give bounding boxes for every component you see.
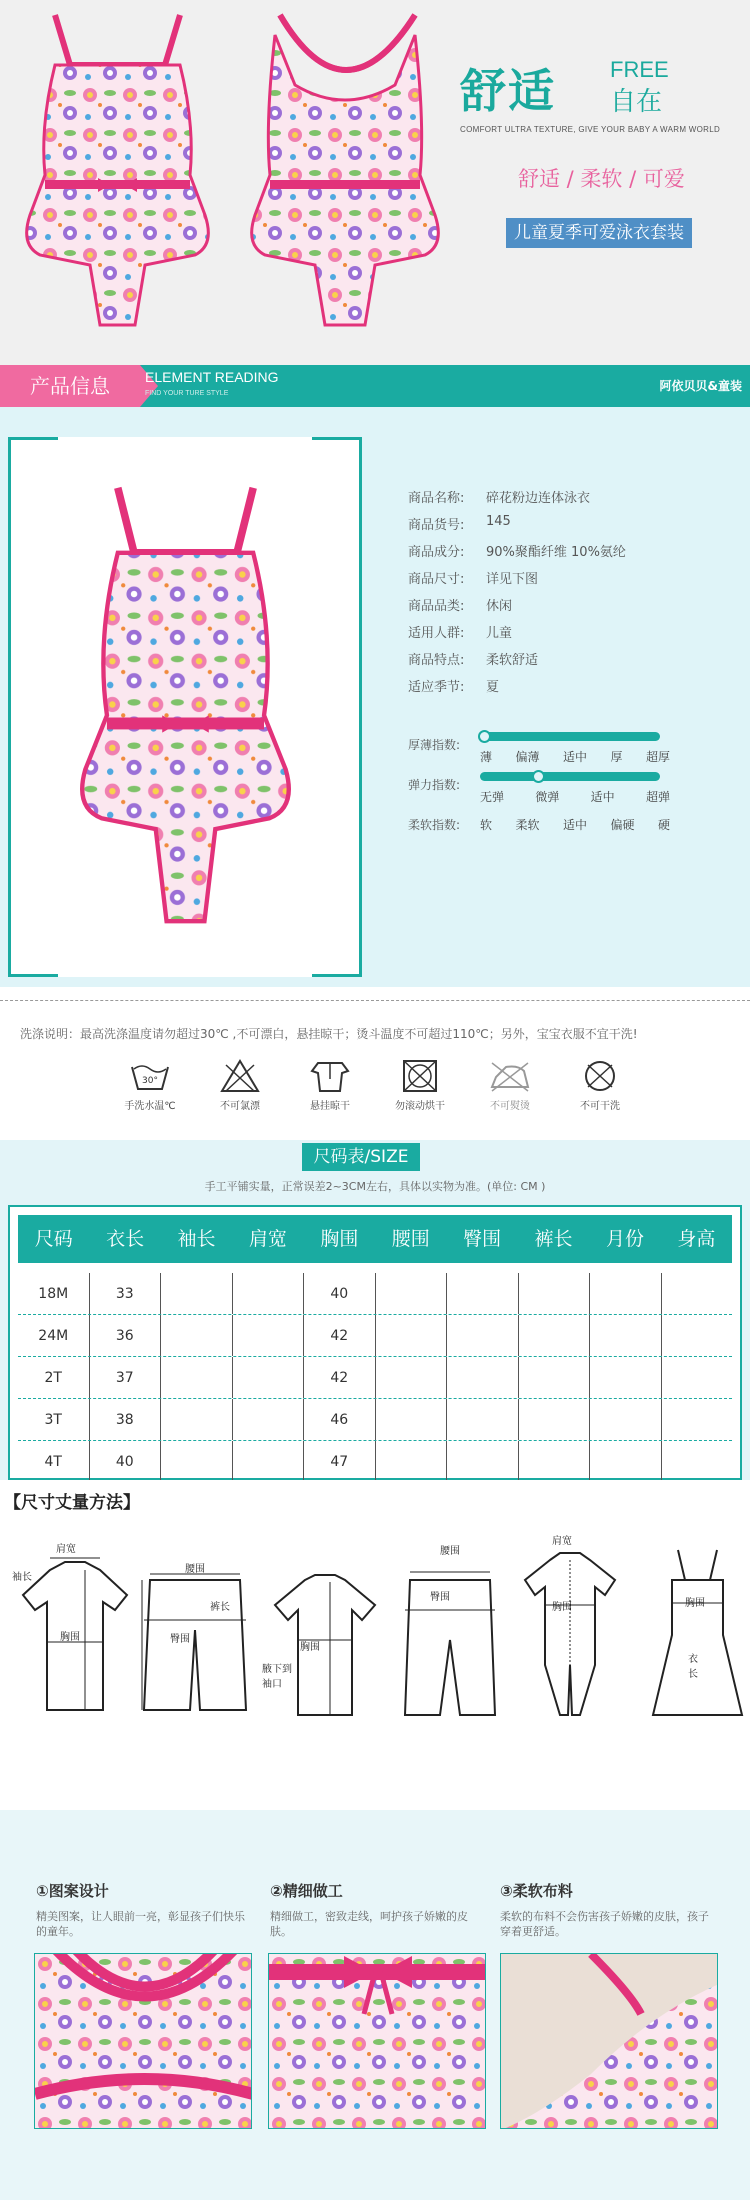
spec-row (408, 622, 708, 649)
craft-closeup-image (268, 1953, 486, 2129)
hang-dry-item (290, 1059, 370, 1112)
waist-label-2: 腰围 (440, 1546, 460, 1557)
hip-label-2: 臀围 (430, 1592, 450, 1603)
spec-key: 商品品类: (408, 599, 465, 614)
index-option: 硬 (657, 818, 670, 832)
feature-craft-desc: 精细做工，密致走线，呵护孩子娇嫩的皮肤。 (270, 1910, 468, 1938)
no-dry-clean-icon (580, 1059, 620, 1093)
size-cell: 40 (90, 1441, 162, 1482)
size-chart-title: 尺码表/SIZE (302, 1143, 420, 1171)
feature-section (0, 1810, 750, 2200)
no-tumble-dry-item (380, 1059, 460, 1112)
size-cell (662, 1441, 733, 1482)
hang-dry-label: 悬挂晾干 (310, 1101, 350, 1112)
spec-row (408, 649, 708, 676)
size-cell (662, 1273, 733, 1314)
no-dry-clean-item (560, 1059, 640, 1112)
size-cell (376, 1357, 448, 1398)
chest-label-2: 胸围 (300, 1642, 320, 1653)
index-option: 厚 (610, 750, 623, 764)
elasticity-index-label: 弹力指数: (408, 778, 461, 792)
sleeve-label: 袖长 (12, 1572, 32, 1583)
measurement-guide-title: 【尺寸丈量方法】 (4, 1493, 140, 1513)
no-bleach-icon (220, 1059, 260, 1093)
size-header-cell: 裤长 (534, 1228, 573, 1250)
index-option: 软 (480, 818, 493, 832)
size-cell (519, 1441, 591, 1482)
product-info-section (0, 407, 750, 987)
size-cell (590, 1273, 662, 1314)
spec-key: 商品成分: (408, 545, 465, 560)
size-cell (447, 1441, 519, 1482)
size-cell (233, 1441, 305, 1482)
size-table (8, 1205, 742, 1480)
element-reading-subtext: FIND YOUR TURE STYLE (145, 390, 229, 397)
spec-key: 适用人群: (408, 626, 465, 641)
romper-measure-diagram (520, 1545, 620, 1720)
size-cell: 33 (90, 1273, 162, 1314)
shoulder-label-2: 肩宽 (552, 1536, 572, 1547)
pattern-closeup-image (34, 1953, 252, 2129)
spec-key: 商品特点: (408, 653, 465, 668)
pants-measure-diagram (400, 1560, 500, 1720)
size-cell (447, 1315, 519, 1356)
element-reading-text: ELEMENT READING (145, 369, 279, 385)
hero-brand-logo (460, 55, 720, 135)
spec-value: 儿童 (486, 626, 513, 641)
hip-label: 臀围 (170, 1634, 190, 1645)
thickness-index (408, 732, 708, 762)
elasticity-index-options (480, 788, 670, 805)
brand-subtitle: COMFORT ULTRA TEXTURE, GIVE YOUR BABY A WARM WORLD (460, 125, 721, 134)
spec-row (408, 595, 708, 622)
feature-pattern-title: ①图案设计 (36, 1882, 109, 1900)
size-header-cell: 胸围 (320, 1228, 359, 1250)
size-cell (662, 1315, 733, 1356)
size-header-cell: 尺码 (34, 1228, 73, 1250)
size-header-cell: 肩宽 (248, 1228, 287, 1250)
spec-row (408, 676, 708, 703)
hand-wash-label: 手洗水温℃ (124, 1101, 176, 1112)
index-option: 薄 (480, 750, 493, 764)
product-info-header (0, 365, 750, 407)
size-header-cell: 袖长 (177, 1228, 216, 1250)
size-header-cell: 衣长 (106, 1228, 145, 1250)
spec-value: 碎花粉边连体泳衣 (486, 491, 591, 506)
spec-value: 休闲 (486, 599, 513, 614)
feature-fabric (500, 1880, 720, 1939)
size-cell: 18M (18, 1273, 90, 1314)
size-cell: 37 (90, 1357, 162, 1398)
spec-value: 夏 (486, 680, 500, 695)
hand-wash-icon (130, 1059, 170, 1093)
hang-dry-icon (310, 1059, 350, 1093)
feature-fabric-desc: 柔软的布料不会伤害孩子娇嫩的皮肤，孩子穿着更舒适。 (500, 1910, 709, 1938)
index-option: 适中 (562, 750, 587, 764)
underarm-label: 腋下到袖口 (262, 1664, 292, 1690)
wash-icon-row (110, 1059, 630, 1139)
no-bleach-label: 不可氯漂 (220, 1101, 260, 1112)
index-option: 微弹 (535, 790, 560, 804)
size-table-row (18, 1441, 732, 1483)
size-cell (447, 1273, 519, 1314)
measurement-guide (0, 1480, 750, 1810)
size-cell (519, 1357, 591, 1398)
size-cell (161, 1441, 233, 1482)
softness-index-label: 柔软指数: (408, 818, 461, 832)
size-header-cell: 腰围 (391, 1228, 430, 1250)
brand-comfort-text: 舒适 (460, 64, 556, 118)
index-option: 超厚 (645, 750, 670, 764)
size-header-cell: 月份 (605, 1228, 644, 1250)
size-cell (590, 1441, 662, 1482)
thickness-index-label: 厚薄指数: (408, 738, 461, 752)
size-cell (447, 1399, 519, 1440)
product-photo-frame (8, 437, 362, 977)
dress-measure-diagram (650, 1545, 745, 1725)
index-option: 适中 (562, 818, 587, 832)
no-tumble-dry-label: 勿滚动烘干 (395, 1101, 445, 1112)
elasticity-index (408, 772, 708, 802)
svg-text:30°: 30° (142, 1076, 158, 1086)
spec-key: 商品尺寸: (408, 572, 465, 587)
no-dry-clean-label: 不可干洗 (580, 1101, 620, 1112)
swimsuit-back-image (245, 5, 450, 335)
size-cell (447, 1357, 519, 1398)
hand-wash-item (110, 1059, 190, 1112)
pants-length-label: 裤长 (210, 1602, 230, 1613)
size-cell (376, 1315, 448, 1356)
size-cell: 2T (18, 1357, 90, 1398)
spec-row (408, 514, 708, 541)
no-iron-label: 不可熨烫 (490, 1101, 530, 1112)
size-cell (161, 1399, 233, 1440)
spec-key: 适应季节: (408, 680, 465, 695)
size-cell: 4T (18, 1441, 90, 1482)
size-cell (662, 1399, 733, 1440)
index-option: 超弹 (645, 790, 670, 804)
size-cell (233, 1357, 305, 1398)
swimsuit-detail-image (58, 477, 313, 932)
spec-value: 90%聚酯纤维 10%氨纶 (486, 545, 626, 560)
spec-row (408, 487, 708, 514)
size-cell (376, 1273, 448, 1314)
hero-banner (0, 0, 750, 365)
spec-value: 详见下图 (486, 572, 539, 587)
shorts-measure-diagram (140, 1570, 250, 1720)
spec-value: 柔软舒适 (486, 653, 539, 668)
feature-craft (270, 1880, 490, 1939)
size-cell: 42 (304, 1357, 376, 1398)
size-cell (161, 1357, 233, 1398)
length-label: 衣长 (688, 1654, 698, 1680)
no-iron-icon (488, 1059, 532, 1093)
softness-index (408, 812, 708, 842)
size-cell: 42 (304, 1315, 376, 1356)
size-cell (662, 1357, 733, 1398)
feature-pattern (36, 1880, 256, 1939)
brand-free-text: FREE (610, 57, 669, 82)
size-table-row (18, 1399, 732, 1441)
spec-list (408, 487, 708, 703)
size-chart-section (0, 1140, 750, 1480)
size-cell: 3T (18, 1399, 90, 1440)
feature-fabric-title: ③柔软布料 (500, 1882, 573, 1900)
wash-instructions-text: 洗涤说明：最高洗涤温度请勿超过30℃ ,不可漂白，悬挂晾干；烫斗温度不可超过110℃；另外，宝宝衣服不宜干洗! (20, 1027, 638, 1041)
size-cell (590, 1315, 662, 1356)
size-table-row (18, 1315, 732, 1357)
size-cell: 46 (304, 1399, 376, 1440)
size-cell (161, 1273, 233, 1314)
shirt-measure-diagram (270, 1570, 380, 1720)
wash-instructions (0, 1000, 750, 1140)
size-cell (233, 1315, 305, 1356)
size-chart-note: 手工平铺实量，正常误差2~3CM左右，具体以实物为准。(单位: CM ) (204, 1180, 546, 1193)
thickness-index-marker (478, 730, 491, 743)
swimsuit-front-image (0, 5, 235, 335)
no-tumble-dry-icon (400, 1059, 440, 1093)
shop-brand-name: 阿依贝贝&童装 (659, 379, 742, 393)
feature-craft-title: ②精细做工 (270, 1882, 343, 1900)
size-cell (519, 1399, 591, 1440)
size-cell: 38 (90, 1399, 162, 1440)
chest-label-3: 胸围 (552, 1602, 572, 1613)
spec-row (408, 541, 708, 568)
size-cell (233, 1273, 305, 1314)
index-option: 偏薄 (515, 750, 540, 764)
waist-label: 腰围 (185, 1564, 205, 1575)
index-option: 柔软 (515, 818, 540, 832)
product-info-title: 产品信息 (0, 365, 140, 407)
elasticity-index-marker (532, 770, 545, 783)
hero-product-tag: 儿童夏季可爱泳衣套装 (506, 218, 692, 248)
brand-zizai-text: 自在 (610, 87, 663, 117)
size-cell: 36 (90, 1315, 162, 1356)
size-cell: 47 (304, 1441, 376, 1482)
size-cell (161, 1315, 233, 1356)
size-cell (233, 1399, 305, 1440)
size-table-row (18, 1357, 732, 1399)
spec-key: 商品货号: (408, 518, 465, 533)
size-cell: 40 (304, 1273, 376, 1314)
size-cell (590, 1357, 662, 1398)
size-table-row (18, 1273, 732, 1315)
thickness-index-options (480, 748, 670, 765)
index-option: 无弹 (480, 790, 505, 804)
spec-row (408, 568, 708, 595)
size-cell (590, 1399, 662, 1440)
size-cell (519, 1273, 591, 1314)
hero-features: 舒适 / 柔软 / 可爱 (518, 167, 685, 191)
shoulder-label: 肩宽 (56, 1544, 76, 1555)
spec-key: 商品名称: (408, 491, 465, 506)
size-cell (376, 1399, 448, 1440)
index-option: 适中 (590, 790, 615, 804)
size-cell: 24M (18, 1315, 90, 1356)
spec-value: 145 (486, 514, 511, 529)
size-cell (376, 1441, 448, 1482)
size-cell (519, 1315, 591, 1356)
index-option: 偏硬 (610, 818, 635, 832)
no-bleach-item (200, 1059, 280, 1112)
softness-index-options (480, 816, 670, 833)
feature-pattern-desc: 精美图案，让人眼前一亮，彰显孩子们快乐的童年。 (36, 1910, 245, 1938)
chest-label-4: 胸围 (685, 1598, 705, 1609)
size-table-header (18, 1215, 732, 1263)
size-header-cell: 身高 (677, 1228, 716, 1250)
no-iron-item (470, 1059, 550, 1112)
size-header-cell: 臀围 (463, 1228, 502, 1250)
chest-label: 胸围 (60, 1632, 80, 1643)
fabric-closeup-image (500, 1953, 718, 2129)
